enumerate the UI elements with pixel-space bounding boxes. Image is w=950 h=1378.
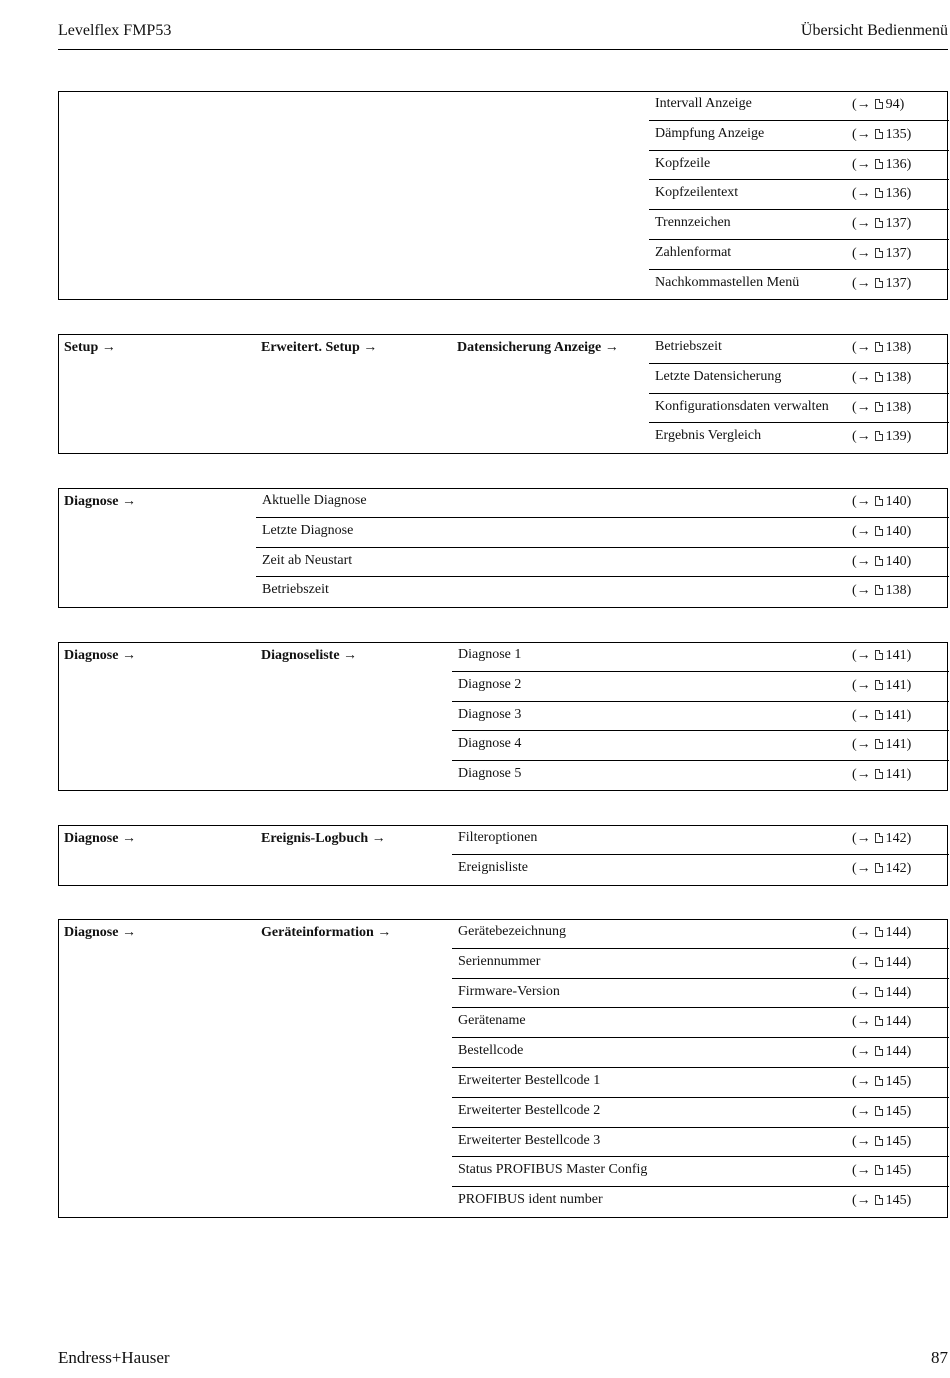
page-ref-number: 138 (885, 399, 907, 415)
parameter-row (452, 642, 949, 672)
page-icon (875, 1106, 883, 1116)
arrow-icon: → (856, 494, 871, 509)
parameter-name: Filteroptionen (458, 830, 538, 845)
menu-path-item: Diagnoseliste → (261, 648, 358, 663)
parameter-row (452, 731, 949, 761)
parameter-name: Zeit ab Neustart (262, 552, 353, 568)
arrow-icon: → (856, 737, 871, 753)
parameter-name: Trennzeichen (655, 215, 731, 231)
page-reference[interactable]: (→ 145) (852, 1073, 912, 1089)
arrow-icon: → (856, 429, 871, 445)
parameter-row (649, 210, 949, 240)
parameter-list (649, 334, 949, 453)
page-reference[interactable]: (→ 137) (852, 216, 912, 232)
arrow-icon: → (856, 1133, 871, 1149)
page-ref-number: 139 (885, 429, 907, 445)
page-ref-number: 140 (885, 523, 907, 539)
parameter-name: Bestellcode (458, 1043, 524, 1059)
page-icon (875, 1076, 883, 1086)
page-icon (875, 863, 883, 873)
menu-path-item: Diagnose → (64, 494, 136, 509)
page-ref-number: 137 (885, 216, 907, 232)
page-reference[interactable]: (→ 141) (852, 648, 912, 663)
parameter-name: Diagnose 4 (458, 736, 522, 752)
parameter-row (649, 364, 949, 394)
arrow-icon: → (856, 1103, 871, 1119)
parameter-row (649, 334, 949, 364)
page-ref-number: 138 (885, 369, 907, 385)
menu-path-item: Erweitert. Setup → (261, 340, 378, 355)
page-icon (875, 342, 883, 352)
menu-block (58, 919, 948, 1218)
page-icon (875, 680, 883, 690)
page-ref-number: 141 (885, 677, 907, 693)
page-icon (875, 402, 883, 412)
menu-block (58, 642, 948, 791)
parameter-name: Nachkommastellen Menü (655, 274, 800, 290)
section-title: Übersicht Bedienmenü (800, 22, 948, 39)
arrow-icon: → (856, 340, 871, 355)
parameter-row (649, 240, 949, 270)
parameter-row (256, 518, 949, 548)
page-ref-number: 144 (885, 1044, 907, 1060)
page-icon (875, 1165, 883, 1175)
parameter-row (649, 180, 949, 210)
arrow-icon: → (856, 583, 871, 599)
page-reference[interactable]: (→ 135) (852, 126, 912, 142)
arrow-icon: → (856, 1193, 871, 1209)
page-icon (875, 218, 883, 228)
page-ref-number: 141 (885, 707, 907, 723)
menu-block (58, 488, 948, 608)
arrow-icon: → (856, 984, 871, 1000)
parameter-row (649, 394, 949, 424)
page-reference[interactable]: (→ 138) (852, 399, 912, 415)
menu-path-item: Geräteinformation → (261, 925, 392, 940)
page-ref-number: 137 (885, 245, 907, 261)
page-header (58, 20, 948, 50)
parameter-row (649, 121, 949, 151)
parameter-list (256, 488, 949, 607)
parameter-row (452, 979, 949, 1009)
parameter-name: PROFIBUS ident number (458, 1192, 603, 1208)
parameter-list (452, 825, 949, 885)
arrow-icon: → (856, 677, 871, 693)
menu-path-item: Setup → (64, 340, 116, 355)
parameter-row (256, 488, 949, 518)
parameter-name: Diagnose 1 (458, 647, 522, 662)
parameter-row (452, 761, 949, 791)
page-icon (875, 431, 883, 441)
arrow-icon: → (856, 954, 871, 970)
page-ref-number: 140 (885, 494, 907, 509)
parameter-name: Dämpfung Anzeige (655, 125, 765, 141)
arrow-icon: → (856, 97, 871, 112)
menu-block (58, 91, 948, 300)
parameter-name: Status PROFIBUS Master Config (458, 1162, 648, 1178)
arrow-icon: → (856, 1163, 871, 1179)
page-ref-number: 137 (885, 275, 907, 291)
page-icon (875, 833, 883, 843)
arrow-icon: → (856, 245, 871, 261)
parameter-name: Diagnose 3 (458, 706, 522, 722)
parameter-row (452, 1008, 949, 1038)
arrow-icon: → (856, 275, 871, 291)
company-name: Endress+Hauser (58, 1348, 170, 1367)
parameter-row (649, 270, 949, 300)
menu-path-item: Diagnose → (64, 831, 136, 846)
parameter-row (452, 1187, 949, 1217)
page-icon (875, 585, 883, 595)
page-icon (875, 129, 883, 139)
parameter-name: Diagnose 2 (458, 676, 522, 692)
menu-block (58, 334, 948, 454)
arrow-icon: → (856, 126, 871, 142)
page-ref-number: 145 (885, 1193, 907, 1209)
page-ref-number: 136 (885, 156, 907, 172)
page-ref-number: 140 (885, 553, 907, 569)
document-title: Levelflex FMP53 (58, 22, 172, 39)
page-icon (875, 927, 883, 937)
page-reference[interactable]: (→ 137) (852, 245, 912, 261)
parameter-row (649, 423, 949, 453)
page-reference[interactable]: (→ 145) (852, 1163, 912, 1179)
parameter-name: Seriennummer (458, 953, 541, 969)
arrow-icon: → (856, 553, 871, 569)
parameter-name: Betriebszeit (262, 582, 329, 598)
arrow-icon: → (856, 925, 871, 940)
page-reference[interactable]: (→ 141) (852, 767, 912, 783)
arrow-icon: → (856, 1044, 871, 1060)
page-icon (875, 372, 883, 382)
parameter-row (452, 1038, 949, 1068)
page-ref-number: 141 (885, 737, 907, 753)
menu-path-item: Datensicherung Anzeige → (457, 340, 619, 355)
parameter-row (452, 1068, 949, 1098)
parameter-row (256, 577, 949, 607)
page-ref-number: 145 (885, 1163, 907, 1179)
page-reference[interactable]: (→ 140) (852, 523, 912, 539)
page-ref-number: 144 (885, 984, 907, 1000)
parameter-name: Zahlenformat (655, 244, 732, 260)
page-reference[interactable]: (→ 144) (852, 1014, 912, 1030)
parameter-name: Gerätename (458, 1013, 526, 1029)
page-reference[interactable]: (→ 141) (852, 677, 912, 693)
arrow-icon: → (856, 1014, 871, 1030)
page-icon (875, 739, 883, 749)
parameter-name: Ereignisliste (458, 859, 528, 875)
page-icon (875, 1046, 883, 1056)
page-icon (875, 278, 883, 288)
parameter-name: Intervall Anzeige (655, 96, 752, 111)
page-reference[interactable]: (→ 145) (852, 1133, 912, 1149)
page-reference[interactable]: (→ 138) (852, 340, 912, 355)
page-reference[interactable]: (→ 136) (852, 186, 912, 202)
menu-path-item: Diagnose → (64, 648, 136, 663)
arrow-icon: → (856, 156, 871, 172)
page-number: 87 (931, 1348, 948, 1367)
page-reference[interactable]: (→ 142) (852, 831, 912, 846)
parameter-row (452, 702, 949, 732)
parameter-list (649, 91, 949, 300)
page-reference[interactable]: (→ 94) (852, 97, 905, 112)
parameter-row (452, 672, 949, 702)
arrow-icon: → (856, 216, 871, 232)
page-icon (875, 987, 883, 997)
arrow-icon: → (856, 860, 871, 876)
arrow-icon: → (856, 399, 871, 415)
menu-path-item: Ereignis-Logbuch → (261, 831, 386, 846)
page-ref-number: 144 (885, 925, 907, 940)
page-icon (875, 957, 883, 967)
page-icon (875, 710, 883, 720)
arrow-icon: → (856, 767, 871, 783)
page-reference[interactable]: (→ 139) (852, 429, 912, 445)
parameter-name: Betriebszeit (655, 339, 722, 354)
parameter-list (452, 642, 949, 791)
page-ref-number: 138 (885, 583, 907, 599)
menu-block (58, 825, 948, 886)
page-ref-number: 141 (885, 648, 907, 663)
page-reference[interactable]: (→ 145) (852, 1103, 912, 1119)
arrow-icon: → (856, 648, 871, 663)
parameter-name: Gerätebezeichnung (458, 924, 567, 939)
page-ref-number: 94 (885, 97, 900, 112)
parameter-row (649, 151, 949, 181)
page-icon (875, 159, 883, 169)
parameter-row (452, 1128, 949, 1158)
page-ref-number: 145 (885, 1103, 907, 1119)
page-reference[interactable]: (→ 137) (852, 275, 912, 291)
parameter-row (452, 949, 949, 979)
parameter-name: Kopfzeile (655, 155, 711, 171)
arrow-icon: → (856, 707, 871, 723)
page-ref-number: 144 (885, 954, 907, 970)
page-ref-number: 142 (885, 860, 907, 876)
parameter-name: Letzte Datensicherung (655, 368, 782, 384)
parameter-name: Erweiterter Bestellcode 2 (458, 1102, 601, 1118)
parameter-list (452, 919, 949, 1217)
page-reference[interactable]: (→ 145) (852, 1193, 912, 1209)
page-ref-number: 136 (885, 186, 907, 202)
page-ref-number: 138 (885, 340, 907, 355)
parameter-row (452, 1098, 949, 1128)
parameter-row (452, 1157, 949, 1187)
parameter-name: Kopfzeilentext (655, 185, 739, 201)
page-icon (875, 650, 883, 660)
page-icon (875, 526, 883, 536)
menu-path-item: Diagnose → (64, 925, 136, 940)
parameter-name: Ergebnis Vergleich (655, 428, 762, 444)
parameter-name: Konfigurationsdaten verwalten (655, 398, 829, 414)
parameter-name: Aktuelle Diagnose (262, 493, 367, 508)
arrow-icon: → (856, 831, 871, 846)
parameter-row (256, 548, 949, 578)
parameter-name: Firmware-Version (458, 983, 560, 999)
parameter-name: Diagnose 5 (458, 766, 522, 782)
page-reference[interactable]: (→ 144) (852, 954, 912, 970)
page-ref-number: 135 (885, 126, 907, 142)
page-reference[interactable]: (→ 142) (852, 860, 912, 876)
page-reference[interactable]: (→ 144) (852, 925, 912, 940)
page-icon (875, 248, 883, 258)
arrow-icon: → (856, 1073, 871, 1089)
parameter-name: Erweiterter Bestellcode 1 (458, 1072, 601, 1088)
page-reference[interactable]: (→ 144) (852, 1044, 912, 1060)
parameter-row (452, 855, 949, 885)
parameter-row (452, 919, 949, 949)
page-icon (875, 496, 883, 506)
page-ref-number: 145 (885, 1073, 907, 1089)
page-icon (875, 1136, 883, 1146)
page-ref-number: 141 (885, 767, 907, 783)
page-reference[interactable]: (→ 136) (852, 156, 912, 172)
page-icon (875, 188, 883, 198)
page-icon (875, 99, 883, 109)
page-icon (875, 1016, 883, 1026)
page-reference[interactable]: (→ 144) (852, 984, 912, 1000)
page-ref-number: 144 (885, 1014, 907, 1030)
parameter-row (649, 91, 949, 121)
page-reference[interactable]: (→ 141) (852, 707, 912, 723)
parameter-name: Erweiterter Bestellcode 3 (458, 1132, 601, 1148)
page-icon (875, 1195, 883, 1205)
page-reference[interactable]: (→ 138) (852, 369, 912, 385)
page-reference[interactable]: (→ 141) (852, 737, 912, 753)
parameter-name: Letzte Diagnose (262, 522, 354, 538)
page-reference[interactable]: (→ 140) (852, 553, 912, 569)
page-reference[interactable]: (→ 140) (852, 494, 912, 509)
parameter-row (452, 825, 949, 855)
page-ref-number: 145 (885, 1133, 907, 1149)
arrow-icon: → (856, 523, 871, 539)
page-icon (875, 556, 883, 566)
page-icon (875, 769, 883, 779)
page-reference[interactable]: (→ 138) (852, 583, 912, 599)
arrow-icon: → (856, 369, 871, 385)
arrow-icon: → (856, 186, 871, 202)
page-ref-number: 142 (885, 831, 907, 846)
